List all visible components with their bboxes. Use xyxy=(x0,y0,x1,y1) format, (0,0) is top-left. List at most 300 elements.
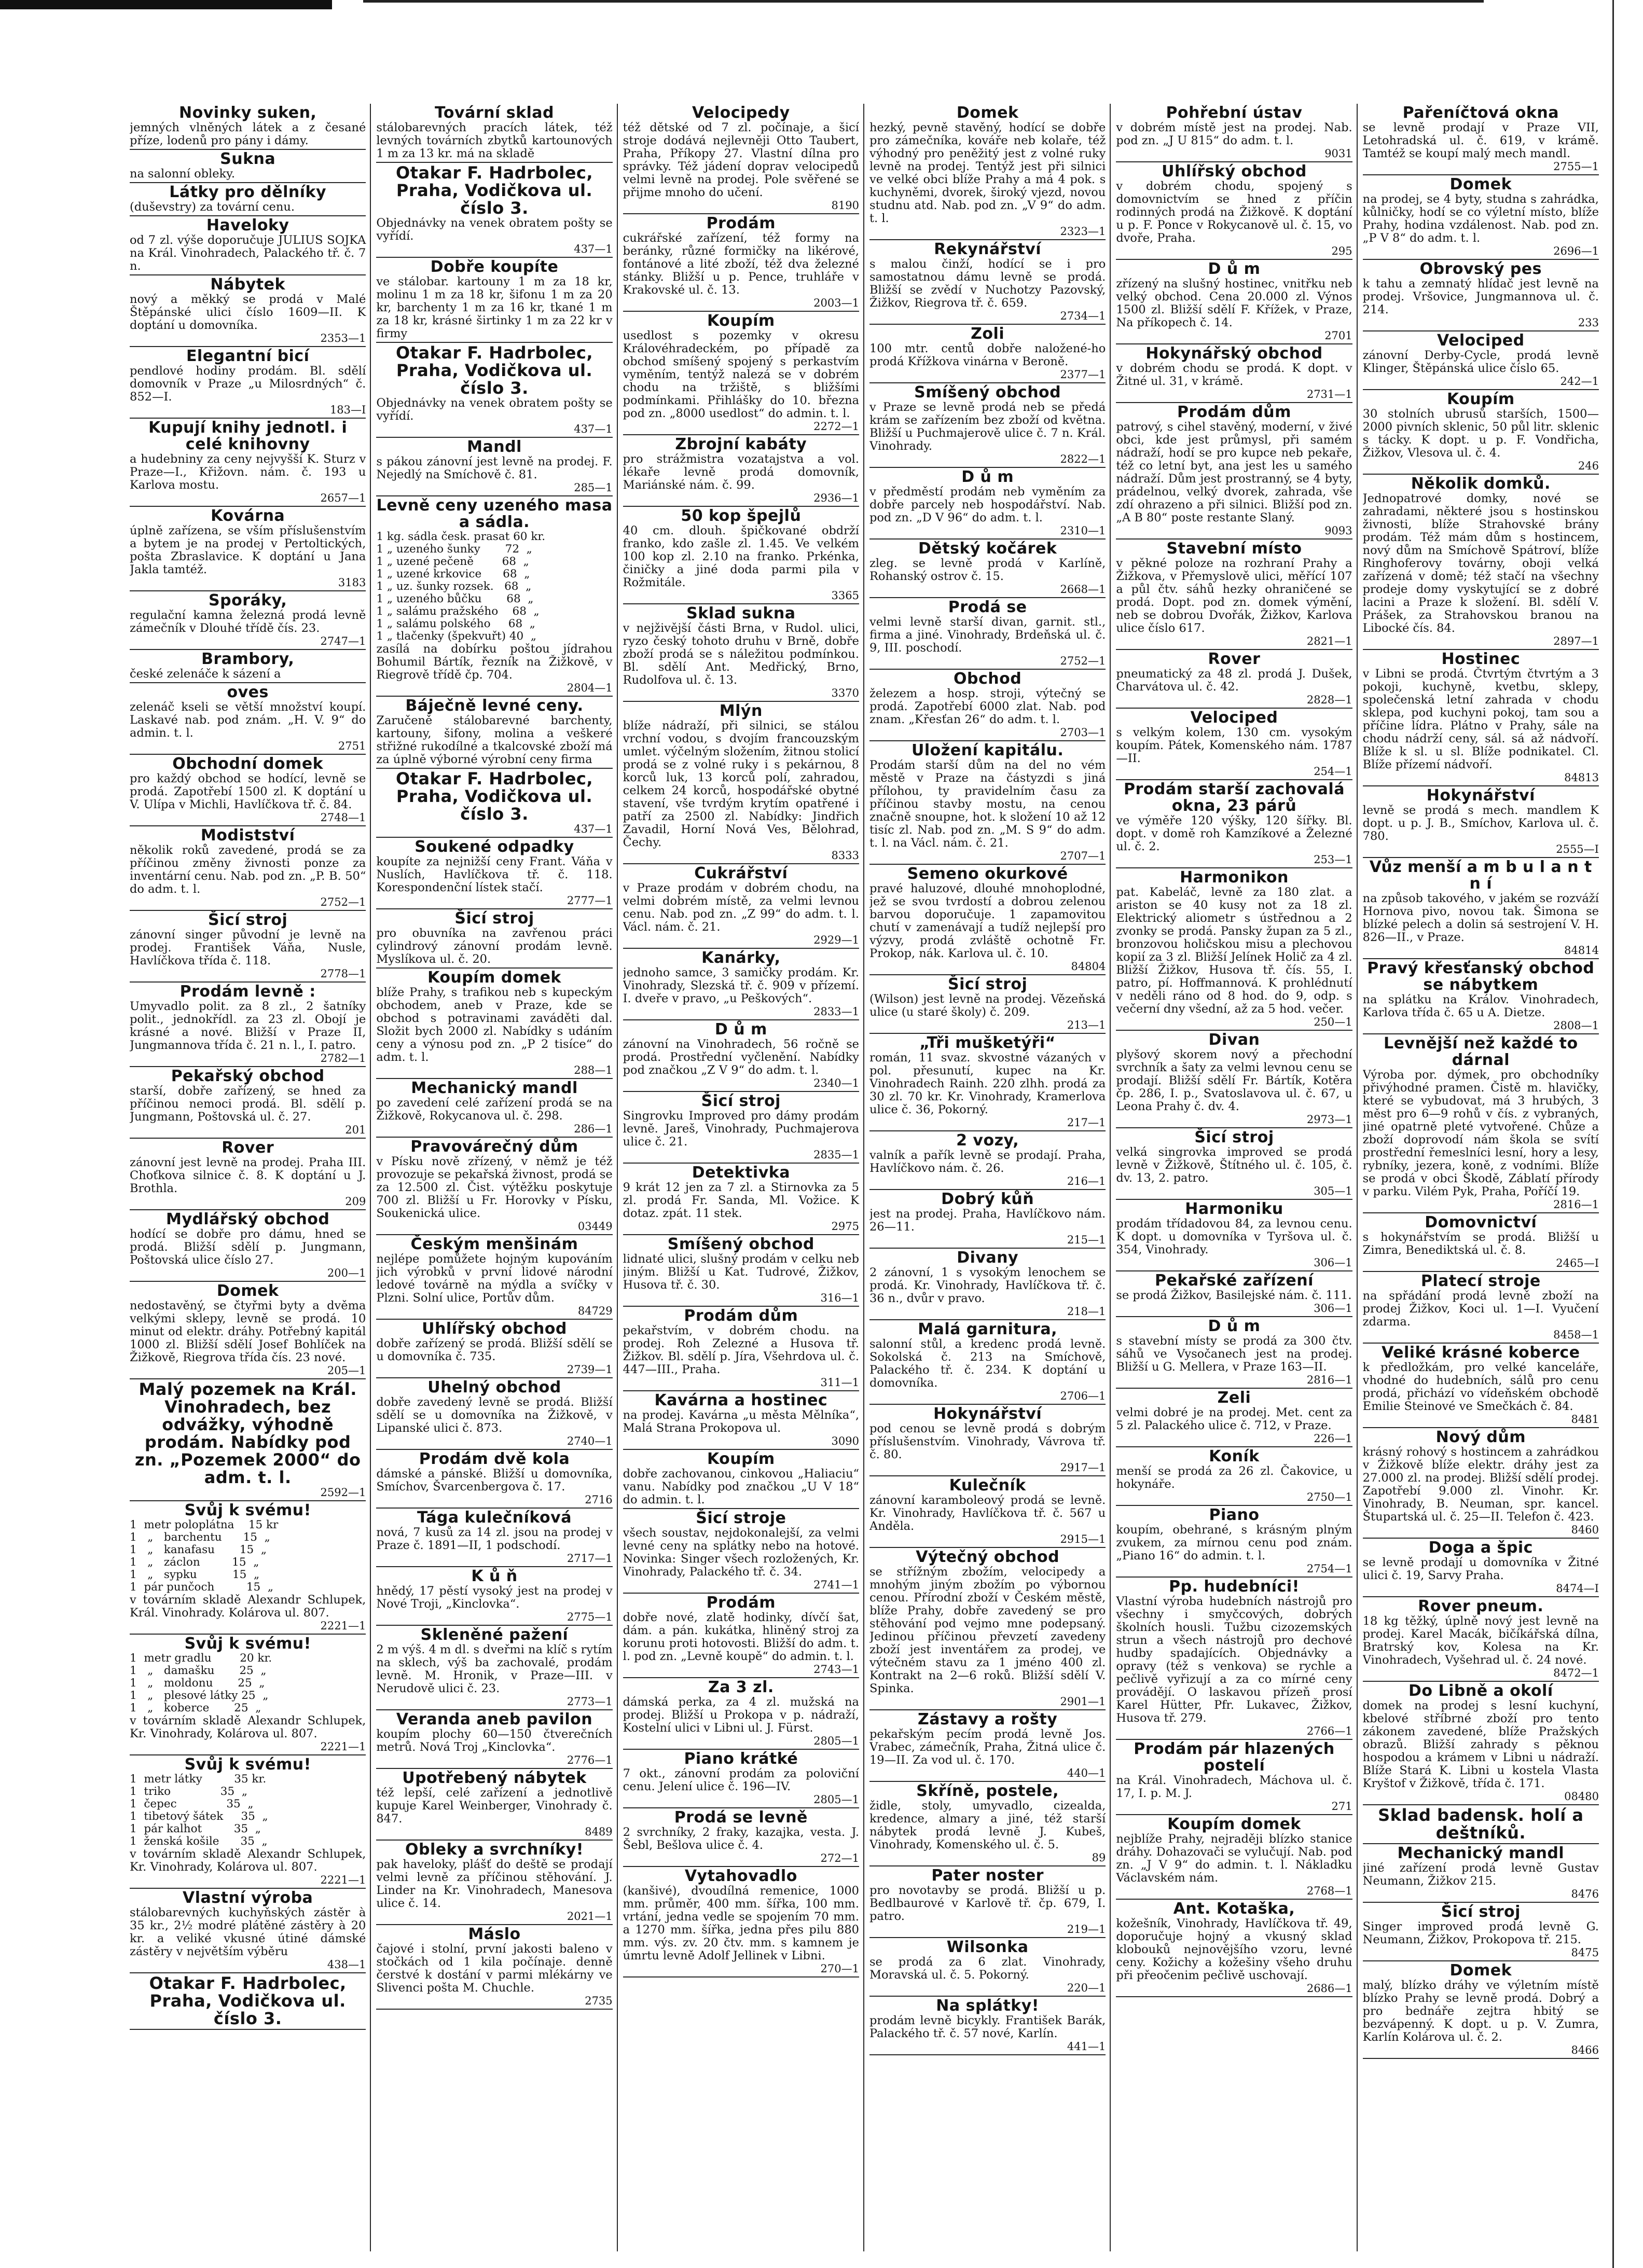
classified-ad xyxy=(869,325,1106,383)
ad-heading: Vytahovadlo xyxy=(684,1867,797,1885)
ad-body-text: v továrním skladě Alexandr Schlupek, Kr. Vinohrady, Kolárova ul. 807. xyxy=(130,1847,366,1874)
ad-body-text: malý, blízko dráhy ve výletním místě blízko Prahy se levně prodá. Dobrý a pro bednáře zejtra hbitý se bezvápenný. K dopt. u p. V. Zumra, Karlín Kolárova ul. č. 2. xyxy=(1362,1979,1599,2044)
classified-ad xyxy=(1363,260,1599,331)
classified-ad xyxy=(869,240,1106,325)
classified-ad xyxy=(1116,1900,1352,1997)
ad-heading: Veranda aneb pavilon xyxy=(396,1710,593,1728)
ad-heading: Elegantní bicí xyxy=(186,347,310,365)
classified-ad xyxy=(130,275,366,347)
ad-heading: D ů m xyxy=(961,468,1014,486)
classified-ad xyxy=(1116,1271,1352,1317)
classified-ad xyxy=(130,1755,366,1889)
ad-column-5 xyxy=(1116,104,1357,2251)
ad-reference-number: 233 xyxy=(1578,316,1599,329)
classified-ad xyxy=(376,343,612,438)
classified-ad xyxy=(130,1067,366,1139)
ad-reference-number: 254—1 xyxy=(1314,765,1352,778)
ad-heading: Uhelný obchod xyxy=(427,1378,561,1396)
ad-reference-number: 3365 xyxy=(831,589,859,602)
ad-reference-number: 213—1 xyxy=(1067,1019,1106,1031)
ad-body-text: v dobrém chodu, spojený s domovnictvím se hned z příčin rodinných prodá na Žižkově. K doptání u p. F. Ponce v Rokycanově ul. č. 15, vo dvoře, Praha. xyxy=(1116,179,1352,245)
classified-ad xyxy=(623,1867,859,1977)
ad-heading: Prodám xyxy=(706,214,776,232)
ad-heading: Pekařské zařízení xyxy=(1155,1271,1314,1290)
ad-heading: D ů m xyxy=(1208,260,1261,278)
ad-body-text: 7 okt., zánovní prodám za poloviční cenu. Jelení ulice č. 196—IV. xyxy=(623,1767,859,1793)
classified-ad xyxy=(376,1320,612,1378)
ad-reference-number: 2353—1 xyxy=(320,332,366,344)
ad-body-text: úplně zařízena, se vším příslušenstvím a bytem je na prodej v Pertoltických, pošta Zbraslavice. K doptání u Jana Jakla tamtéž. xyxy=(130,524,366,576)
ad-heading: Do Libně a okolí xyxy=(1409,1682,1553,1700)
ad-body-text: v továrním skladě Alexandr Schlupek, Král. Vinohrady. Kolárova ul. 807. xyxy=(130,1593,366,1620)
ad-reference-number: 2754—1 xyxy=(1306,1562,1352,1575)
classified-ad xyxy=(376,258,612,343)
classified-ad xyxy=(869,975,1106,1034)
classified-ad xyxy=(376,1769,612,1841)
classified-ad xyxy=(1116,162,1352,260)
classified-ad xyxy=(623,1808,859,1867)
ad-body-text: s velkým kolem, 130 cm. vysokým koupím. Pátek, Komenského nám. 1787—II. xyxy=(1116,726,1352,765)
ad-reference-number: 8190 xyxy=(831,199,859,212)
ad-heading: Dobře koupíte xyxy=(430,258,559,276)
ad-heading: Domek xyxy=(1449,175,1512,193)
ad-reference-number: 2465—I xyxy=(1556,1257,1599,1269)
ad-heading: Divany xyxy=(957,1249,1019,1267)
ad-body-text: jest na prodej. Praha, Havlíčkovo nám. 26—11. xyxy=(869,1207,1106,1234)
classified-ad xyxy=(376,104,612,163)
ad-column-2 xyxy=(376,104,617,2251)
classified-ad xyxy=(869,104,1106,240)
classified-ad xyxy=(130,104,366,150)
classified-ad xyxy=(130,1379,366,1501)
ad-reference-number: 8333 xyxy=(831,849,859,862)
ad-heading: Domovnictví xyxy=(1425,1213,1537,1232)
ad-reference-number: 2748—1 xyxy=(320,811,366,824)
ad-heading: Koupím xyxy=(707,1450,775,1468)
classified-ad xyxy=(1363,1213,1599,1272)
classified-ad xyxy=(376,1079,612,1138)
ad-heading: D ů m xyxy=(714,1020,767,1039)
ad-body-text: salonní stůl, a kredenc prodá levně. Sokolská č. 213 na Smíchově, Palackého tř. č. 234. K doptání u domovníka. xyxy=(869,1337,1106,1390)
ad-heading: Pekařský obchod xyxy=(171,1067,325,1085)
ad-reference-number: 2021—1 xyxy=(567,1910,613,1923)
ad-reference-number: 2975 xyxy=(831,1220,859,1233)
ad-body-text: pro obuvníka na zavřenou práci cylindrový zánovní prodám levně. Myslíkova ul. č. 20. xyxy=(376,926,613,966)
ad-body-text: v Praze se levně prodá neb se předá krám se zařízením bez zboží od května. Bližší u Puchmajerově ulice č. 7 n. Král. Vinohrady. xyxy=(869,400,1106,453)
classified-ad xyxy=(623,104,859,214)
classified-ad xyxy=(1116,1317,1352,1389)
classified-ad xyxy=(130,507,366,591)
ad-body-text: pak haveloky, plášť do deště se prodají velmi levně za příčinou stěhování. J. Linder na Kr. Vinohradech, Manesova ulice č. 14. xyxy=(376,1858,613,1910)
ad-body-text: 18 kg těžký, úplně nový jest levně na prodej. Karel Macák, bičíkářská dílna, Bratrský kov, Kolesa na Kr. Vinohradech, Vyšehrad ul. č. 24 nové. xyxy=(1362,1614,1599,1667)
ad-body-text: 30 stolních ubrusů starších, 1500—2000 pivních sklenic, 50 půl litr. sklenic s tácky. K dopt. u p. F. Vondřicha, Žižkov, Vlesova ul. č. 4. xyxy=(1362,407,1599,460)
ad-reference-number: 272—1 xyxy=(820,1852,859,1864)
classified-ad xyxy=(376,1378,612,1450)
ad-reference-number: 270—1 xyxy=(820,1962,859,1975)
ad-heading: Ant. Kotaška, xyxy=(1173,1900,1295,1918)
ad-reference-number: 8489 xyxy=(585,1826,613,1838)
ad-body-text: Prodám starší dům na del no vém městě v Praze na částyzdi s jiná přílohou, ty pravidelním času za příčinou stavby mostu, na cenou značně snoupne, hot. k složení 10 až 12 tisíc zl. Nab. pod zn. „M. S 9“ do adm. t. l. na Václ. nám. č. 21. xyxy=(869,758,1106,850)
ad-heading: Vůz menší a m b u l a n t n í xyxy=(1369,858,1592,893)
ad-heading: Prodám dům xyxy=(1177,403,1291,421)
ad-body-text: usedlost s pozemky v okresu Královéhradeckém, po případě za obchod smíšený spojený s perkastvím vyměním, tentýž nalezá se v dobrém chodu na tržiště, s bližšími podmínkami. Přihlášky do 10. března pod zn. „8000 usedlost“ do admin. t. l. xyxy=(623,329,859,420)
ad-reference-number: 2816—1 xyxy=(1553,1198,1599,1211)
ad-heading: Semeno okurkové xyxy=(907,865,1068,883)
ad-body-text: zelenáč kseli se větší množství koupí. Laskavé nab. pod znám. „H. V. 9“ do admin. t. l. xyxy=(130,700,366,740)
ad-reference-number: 219—1 xyxy=(1067,1923,1106,1935)
ad-column-4 xyxy=(869,104,1111,2251)
ad-heading: Pater noster xyxy=(931,1866,1044,1885)
classified-ad xyxy=(376,1567,612,1626)
ad-reference-number: 2915—1 xyxy=(1060,1533,1106,1545)
classified-ad xyxy=(376,909,612,969)
classified-ad xyxy=(1116,1815,1352,1900)
classified-ad xyxy=(869,865,1106,975)
ad-reference-number: 2808—1 xyxy=(1553,1019,1599,1032)
ad-heading: Hokynářský obchod xyxy=(1145,344,1323,363)
ad-heading: Pařeníčtová okna xyxy=(1402,104,1559,122)
ad-reference-number: 2340—1 xyxy=(813,1077,859,1089)
ad-reference-number: 9031 xyxy=(1324,147,1352,160)
ad-body-text: patrový, s cihel stavěný, moderní, v živé obci, kde jest průmysl, při samém nádraží, hodí se pro kupce neb pekaře, též co letní byt, ana jest les u samého nádraží. Dům jest prostranný, se 4 byty, prádelnou, velký dvorek, zahrada, vše zdí ohrazeno a při silnici. Bližší pod zn. „A B 80“ poste restante Slaný. xyxy=(1116,420,1352,524)
ad-heading: Velociped xyxy=(1190,709,1278,727)
ad-heading: Harmoniku xyxy=(1185,1200,1283,1218)
ad-body-text: menší se prodá za 26 zl. Čakovice, u hokynáře. xyxy=(1116,1464,1352,1491)
classified-ad xyxy=(130,1635,366,1755)
classified-ad xyxy=(623,1020,859,1092)
ad-reference-number: 2743—1 xyxy=(813,1663,859,1676)
ad-heading: Koupím xyxy=(707,312,775,330)
ad-body-text: zasílá na dobírku poštou jídrahou Bohumil Bártík, řezník na Žižkově, v Riegrově třídě čp. 704. xyxy=(376,642,613,682)
ad-heading: Otakar F. Hadrbolec, Praha, Vodičkova ul. číslo 3. xyxy=(395,163,593,218)
classified-ad xyxy=(869,1476,1106,1548)
ad-reference-number: 2775—1 xyxy=(567,1611,613,1623)
ad-heading: Kavárna a hostinec xyxy=(654,1391,828,1409)
ad-reference-number: 2221—1 xyxy=(320,1874,366,1886)
ad-heading: Brambory, xyxy=(201,650,295,668)
ad-heading: Sklad badensk. holí a deštníků. xyxy=(1378,1805,1584,1843)
top-thin-rule xyxy=(363,0,1484,3)
classified-ad xyxy=(1363,390,1599,475)
ad-heading: Koupím domek xyxy=(1167,1815,1301,1833)
ad-heading: Na splátky! xyxy=(936,1997,1039,2015)
ad-reference-number: 2221—1 xyxy=(320,1620,366,1632)
ad-heading: Wilsonka xyxy=(946,1938,1029,1956)
classified-ad xyxy=(1116,540,1352,650)
ad-body-text: Singer improved prodá levně G. Neumann, Žižkov, Prokopova tř. 215. xyxy=(1362,1920,1599,1946)
ad-body-text: velmi levně starší divan, garnit. stl., firma a jiné. Vinohrady, Brdeňská ul. č. 9, III. poschodí. xyxy=(869,615,1106,655)
ad-heading: Nábytek xyxy=(210,275,285,294)
ad-body-text: cukrářské zařízení, též formy na beránky, různé formičky na likérové, fontánové a lité zboží, též dva železné stánky. Bližší u p. Pence, truhláře v Krakovské ul. č. 13. xyxy=(623,231,859,297)
ad-body-text: v dobrém místě jest na prodej. Nab. pod zn. „J U 815“ do adm. t. l. xyxy=(1116,121,1352,147)
ad-reference-number: 437—1 xyxy=(574,823,613,835)
ad-reference-number: 2752—1 xyxy=(320,896,366,908)
ad-body-text: krásný rohový s hostincem a zahrádkou v Žižkově blíže elektr. dráhy jest za 27.000 zl. na prodej. Bližší sdělí prodej. Zapotřebí 9.000 zl. Vinohr. Kr. Vinohrady, B. Neuman, spr. kancel. Štupartská ul. č. 25—II. Telefon č. 423. xyxy=(1362,1445,1599,1524)
ad-heading: Prodám levně : xyxy=(180,983,316,1001)
classified-ad xyxy=(1116,104,1352,162)
ad-heading: Skleněné pažení xyxy=(420,1626,569,1644)
classified-ad xyxy=(376,438,612,496)
ad-body-text: Zaručeně stálobarevné barchenty, kartouny, šifony, molina a veškeré střižné rukodílné a tkalcovské zboží má za úplně výborné výrobní ceny firma xyxy=(376,714,613,766)
classified-ad xyxy=(1363,858,1599,959)
ad-heading: Několik domků. xyxy=(1411,475,1551,493)
classified-ad xyxy=(1116,1447,1352,1506)
ad-reference-number: 2821—1 xyxy=(1306,635,1352,647)
ad-body-text: starší, dobře zařízený, se hned za příčinou nemoci prodá. Bl. sdělí p. Jungmann, Poštovská ul. č. 27. xyxy=(130,1084,366,1124)
ad-heading: Mandl xyxy=(467,438,522,456)
ad-reference-number: 226—1 xyxy=(1314,1432,1352,1445)
ad-body-text: zřízený na slušný hostinec, vnitřku neb velký obchod. Cena 20.000 zl. Výnos 1500 zl. Bližší sdělí F. Křížek, v Praze, Na příkopech č. 14. xyxy=(1116,277,1352,329)
classified-ad xyxy=(376,1925,612,2010)
ad-reference-number: 311—1 xyxy=(820,1376,859,1389)
ad-body-text: (Wilson) jest levně na prodej. Vězeňská ulice (u staré školy) č. 209. xyxy=(869,992,1106,1019)
ad-reference-number: 2272—1 xyxy=(813,420,859,433)
ad-heading: Zeli xyxy=(1217,1389,1251,1407)
ad-heading: Obrovský pes xyxy=(1419,260,1542,278)
classified-ad xyxy=(869,540,1106,598)
ad-reference-number: 2555—I xyxy=(1556,843,1599,855)
classified-ad xyxy=(869,1997,1106,2055)
ad-body-text: s pákou zánovní jest levně na prodej. F. Nejedlý na Smíchově č. 81. xyxy=(376,455,613,481)
ad-heading: Rover pneum. xyxy=(1418,1597,1544,1615)
ad-heading: Prodám dvě kola xyxy=(419,1450,570,1468)
ad-heading: Obchodní domek xyxy=(172,755,324,773)
ad-body-text: dobře zavedený levně se prodá. Bližší sdělí se u domovníka na Žižkově, v Lipanské ulici č. 873. xyxy=(376,1395,613,1435)
classified-ad xyxy=(376,838,612,909)
ad-body-text: nový a měkký se prodá v Malé Štěpánské ulici číslo 1609—II. K doptání u domovníka. xyxy=(130,293,366,332)
ad-reference-number: 8481 xyxy=(1571,1413,1599,1426)
ad-reference-number: 2668—1 xyxy=(1060,583,1106,596)
ad-body-text: Umyvadlo polit. za 8 zl., 2 šatníky polit., jednokřídl. za 23 zl. Obojí je krásné a nové. Bližší v Praze II, Jungmannova třída č. 21 n. l., I. patro. xyxy=(130,1000,366,1052)
ad-reference-number: 2782—1 xyxy=(320,1052,366,1064)
ad-body-text: Objednávky na venek obratem pošty se vyřídí. xyxy=(376,216,613,243)
classified-ad xyxy=(1363,1034,1599,1213)
classified-ad xyxy=(376,163,612,258)
ad-reference-number: 215—1 xyxy=(1067,1234,1106,1246)
ad-body-text: pat. Kabeláč, levně za 180 zlat. a ariston se 40 kusy not za 18 zl. Elektrický aliometr s ústřednou a 2 zvonky se prodá. Pansky župan za 5 zl., bronzovou holičskou misu a plechovou kopií za 3 zl. Bližší Jelínek Holič za 4 zl. Bližší Žižkov, Husova tř. čís. 55, I. patro, pí. Hoffmannová. K prohlédnutí v neděli ráno od 8 hod. do 9, odp. s večerní dny všední, až za 5 hod. večer. xyxy=(1116,886,1352,1016)
ad-reference-number: 89 xyxy=(1092,1851,1106,1864)
ad-reference-number: 285—1 xyxy=(574,481,613,494)
ad-body-text: na prodej, se 4 byty, studna s zahrádka, kůlničky, hodí se co výletní místo, blíže Prahy, hodina vzdálenost. Nab. pod zn. „P V 8“ do adm. t. l. xyxy=(1362,192,1599,245)
ad-body-text: na salonní obleky. xyxy=(130,167,236,181)
ad-heading: 50 kop špejlů xyxy=(681,507,802,525)
ad-body-text: s malou činží, hodící se i pro samostatnou dámu levně se prodá. Bližší se zvědí v Nuchotzy Pazovský, Žižkov, Riegrova tř. č. 659. xyxy=(869,257,1106,310)
ad-reference-number: 306—1 xyxy=(1314,1302,1352,1315)
ad-heading: Prodám xyxy=(706,1594,776,1612)
classified-ad xyxy=(1363,175,1599,260)
ad-heading: Upotřebený nábytek xyxy=(402,1769,587,1787)
ad-heading: Levně ceny uzeného masa a sádla. xyxy=(376,496,613,531)
ad-reference-number: 2747—1 xyxy=(320,635,366,647)
ad-body-text: v dobrém chodu se prodá. K dopt. v Žitné ul. 31, v krámě. xyxy=(1116,362,1352,388)
ad-heading: Tága kulečníková xyxy=(417,1509,572,1527)
classified-ad xyxy=(623,604,859,702)
ad-body-text: plyšový skorem nový a přechodní svrchník a šaty za velmi levnou cenu se prodají. Bližší sdělí Fr. Bártík, Kotěra čp. 286, I. p., Svatoslavova ul. č. 67, u Leona Prahy č. dv. 4. xyxy=(1116,1048,1352,1113)
ad-body-text: jiné zařízení prodá levně Gustav Neumann, Žižkov 215. xyxy=(1362,1861,1599,1888)
ad-body-text: prodám třídadovou 84, za levnou cenu. K dopt. u domovníka v Tyršova ul. č. 354, Vinohrady. xyxy=(1116,1217,1352,1256)
classified-ad xyxy=(869,1938,1106,1997)
ad-heading: Kovárna xyxy=(211,507,285,525)
ad-body-text: zánovní Derby-Cycle, prodá levně Klinger, Štěpánská ulice číslo 65. xyxy=(1362,349,1599,375)
ad-body-text: dobře zařízený se prodá. Bližší sdělí se u domovníka č. 735. xyxy=(376,1337,613,1363)
classified-ad xyxy=(1116,868,1352,1031)
ad-body-text: od 7 zl. výše doporučuje JULIUS SOJKA na Král. Vinohradech, Palackého tř. č. 7 n. xyxy=(130,233,366,273)
ad-body-text: nejblíže Prahy, nejraději blízko stanice dráhy. Dohazovači se vylučují. Nab. pod zn. „J V 9“ do admin. t. l. Nákladku Václavském nám. xyxy=(1116,1832,1352,1885)
classified-ad xyxy=(869,1710,1106,1782)
ad-body-text: zánovní na Vinohradech, 56 ročně se prodá. Prostřední vyčlenění. Nabídky pod značkou „Z V 9“ do adm. t. l. xyxy=(623,1038,859,1077)
ad-body-text: román, 11 svaz. skvostné vázaných v pol. přesunutí, kupec na Kr. Vinohradech Rainh. 220 zlhh. prodá za 30 zl. 70 kr. Kr. Vinohrady, Kramerlova ulice č. 36, Pokorný. xyxy=(869,1051,1106,1116)
ad-reference-number: 2221—1 xyxy=(320,1740,366,1753)
ad-body-text: železem a hosp. stroji, výtečný se prodá. Zapotřebí 6000 zlat. Nab. pod znam. „Křesťan 26“ do adm. t. l. xyxy=(869,687,1106,726)
ad-reference-number: 2706—1 xyxy=(1060,1390,1106,1402)
ad-reference-number: 2696—1 xyxy=(1553,245,1599,257)
classified-ad xyxy=(130,1139,366,1210)
ad-heading: Kupují knihy jednotl. i celé knihovny xyxy=(148,419,348,453)
ad-reference-number: 288—1 xyxy=(574,1064,613,1076)
ad-reference-number: 253—1 xyxy=(1314,853,1352,866)
ad-body-text: na způsob takového, v jakém se rozváží Hornova pivo, novou tak. Šimona se blízké pelech a dolin sá sestrojení V. H. 826—II., v Praze. xyxy=(1362,892,1599,944)
ad-reference-number: 2740—1 xyxy=(567,1435,613,1447)
ad-reference-number: 306—1 xyxy=(1314,1256,1352,1269)
classified-ad xyxy=(869,598,1106,670)
ad-heading: Pp. hudebníci! xyxy=(1169,1578,1300,1596)
ad-heading: Stavební místo xyxy=(1166,540,1302,558)
ad-reference-number: 316—1 xyxy=(820,1292,859,1304)
ad-body-text: zánovní karamboleový prodá se levně. Kr. Vinohrady, Havlíčkova tř. č. 567 u Anděla. xyxy=(869,1493,1106,1533)
ad-body-text: kožešník, Vinohrady, Havlíčkova tř. 49, doporučuje hojný a vkusný sklad klobouků nejnovějšího vzoru, levné ceny. Kožichy a kožešiny všeho druhu při přeočenim pečlivě uschovají. xyxy=(1116,1917,1352,1982)
ad-reference-number: 2776—1 xyxy=(567,1754,613,1766)
ad-heading: Uhlířský obchod xyxy=(1162,162,1307,181)
ad-body-text: hnědý, 17 pěstí vysoký jest na prodej v Nové Troji, „Kinclovka“. xyxy=(376,1584,613,1611)
ad-heading: Dobrý kůň xyxy=(941,1190,1034,1208)
ad-reference-number: 2936—1 xyxy=(813,492,859,504)
ad-body-text: dámské a pánské. Bližší u domovníka, Smíchov, Švarcenbergova č. 17. xyxy=(376,1467,613,1493)
classified-ad xyxy=(376,969,612,1079)
ad-reference-number: 2377—1 xyxy=(1060,368,1106,381)
classified-ad xyxy=(623,312,859,435)
classified-ad xyxy=(130,1210,366,1282)
ad-heading: Uhlířský obchod xyxy=(422,1320,567,1338)
ad-body-text: a hudebniny za ceny nejvyšší K. Sturz v Praze—I., Křižovn. nám. č. 193 u Karlova mostu. xyxy=(130,452,366,492)
ad-body-text: zánovní singer původní je levně na prodej. František Váňa, Nusle, Havlíčkova třída č. 118. xyxy=(130,928,366,967)
ad-reference-number: 2822—1 xyxy=(1060,453,1106,465)
ad-reference-number: 2310—1 xyxy=(1060,524,1106,537)
ad-body-text: dobře nové, zlatě hodinky, dívčí šat, dám. a pán. kukátka, hliněný stroj za korunu proti hotovosti. Bližší do adm. t. l. pod zn. „Levně koupě“ do admin. t. l. xyxy=(623,1611,859,1663)
classified-ad xyxy=(130,826,366,911)
classified-ad xyxy=(1116,1740,1352,1815)
ad-price-list: 1 metr gradlu 20 kr. 1 „ damašku 25 „ 1 „ moldonu 25 „ 1 „ plesové látky 25 „ 1 „ koberce 25 „ xyxy=(130,1652,272,1714)
ad-body-text: (duševstry) za tovární cenu. xyxy=(130,200,295,214)
ad-heading: Soukené odpadky xyxy=(415,838,574,856)
ad-heading: Divan xyxy=(1208,1031,1260,1049)
ad-reference-number: 2828—1 xyxy=(1306,694,1352,706)
ad-body-text: s hokynářstvím se prodá. Bližší u Zimra, Benediktská ul. č. 8. xyxy=(1362,1230,1599,1257)
ad-heading: Látky pro dělníky xyxy=(169,183,327,201)
classified-ad xyxy=(130,347,366,419)
classified-ad xyxy=(1363,331,1599,390)
ad-body-text: blíže Prahy, s trafikou neb s kupeckým obchodem, aneb v Praze, kde se obchod s potravinami zaváděti dal. Složit bych 2000 zl. Nabídky s udáním ceny a výnosu pod zn. „P 2 tisíce“ do adm. t. l. xyxy=(376,986,613,1064)
ad-heading: Prodám dům xyxy=(684,1307,798,1325)
ad-body-text: všech soustav, nejdokonalejší, za velmi levné ceny na splátky nebo na hotové. Novinka: Singer všech rozložených, Kr. Vinohrady, Palackého tř. č. 34. xyxy=(623,1526,859,1579)
ad-heading: Mydlářský obchod xyxy=(166,1210,330,1228)
ad-heading: Obchod xyxy=(954,670,1022,688)
classified-ad xyxy=(1116,403,1352,540)
classified-ad xyxy=(869,1320,1106,1405)
ad-reference-number: 2751 xyxy=(338,740,366,752)
classified-ad xyxy=(130,150,366,183)
ad-reference-number: 2592—1 xyxy=(320,1486,366,1499)
classified-ad xyxy=(869,1782,1106,1866)
ad-heading: Mlýn xyxy=(719,702,763,720)
classified-ad xyxy=(130,983,366,1067)
ad-reference-number: 200—1 xyxy=(327,1267,366,1279)
classified-ad xyxy=(1363,1844,1599,1903)
ad-heading: Svůj k svému! xyxy=(184,1635,311,1653)
ad-body-text: blíže nádraží, při silnici, se stálou vrchní vodou, s dvojím francouzským umlet. výčelným složením, žitnou stolicí prodá se z volné ruky i s pekárnou, 8 korců luk, 13 korců polí, zahradou, celkem 24 korců, hospodářské obytné stavení, vše tvrdým krytím opatřené i patří za 2500 zl. Nabídky: Jindřich Zavadil, Horní Nová Ves, Bělohrad, Čechy. xyxy=(623,719,859,849)
ad-reference-number: 271 xyxy=(1331,1800,1352,1813)
ad-body-text: pneumatický za 48 zl. prodá J. Dušek, Charvátova ul. č. 42. xyxy=(1116,667,1352,694)
ad-heading: Šicí stroje xyxy=(696,1509,786,1527)
ad-body-text: 2 zánovní, 1 s vysokým lenochem se prodá. Kr. Vinohrady, Havlíčkova tř. č. 36 n., dvůr v pravo. xyxy=(869,1266,1106,1305)
classified-ad xyxy=(623,1678,859,1750)
ad-column-6 xyxy=(1363,104,1603,2251)
ad-reference-number: 2323—1 xyxy=(1060,225,1106,238)
ad-heading: Malá garnitura, xyxy=(918,1320,1058,1338)
ad-reference-number: 2703—1 xyxy=(1060,726,1106,739)
classified-ad xyxy=(869,1034,1106,1131)
ad-heading: Svůj k svému! xyxy=(184,1501,311,1519)
ad-heading: Svůj k svému! xyxy=(184,1755,311,1774)
ad-body-text: na prodej. Kavárna „u města Mělníka“, Malá Strana Prokopova ul. xyxy=(623,1408,859,1435)
ad-body-text: pro strážmistra vozatajstva a vol. lékaře levně prodá domovník, Mariánské nám. č. 99. xyxy=(623,452,859,492)
ad-heading: Levnější než každé to dárnal xyxy=(1384,1034,1578,1069)
classified-ad xyxy=(869,1249,1106,1320)
ad-heading: D ů m xyxy=(1208,1317,1261,1335)
ad-reference-number: 84729 xyxy=(577,1305,613,1317)
ad-heading: Sporáky, xyxy=(209,591,287,610)
ad-reference-number: 209 xyxy=(345,1195,366,1208)
ad-reference-number: 2657—1 xyxy=(320,492,366,504)
ad-reference-number: 2773—1 xyxy=(567,1695,613,1708)
ad-heading: Rover xyxy=(222,1139,274,1157)
classified-ad xyxy=(623,1750,859,1808)
ad-reference-number: 08480 xyxy=(1564,1790,1599,1803)
ad-reference-number: 437—1 xyxy=(574,243,613,255)
classified-ad xyxy=(1363,104,1599,175)
ad-heading: Rekynářství xyxy=(934,240,1042,258)
ad-reference-number: 8458—1 xyxy=(1553,1329,1599,1341)
ad-heading: Domek xyxy=(216,1282,279,1300)
classified-ad xyxy=(623,702,859,864)
classified-ad xyxy=(1116,1506,1352,1578)
ad-heading: Platecí stroje xyxy=(1420,1272,1541,1290)
classified-ad xyxy=(130,650,366,683)
ad-reference-number: 440—1 xyxy=(1067,1767,1106,1779)
classified-ad xyxy=(1363,1961,1599,2059)
ad-body-text: k tahu a zemnatý hlídač jest levně na prodej. Vršovice, Jungmannova ul. č. 214. xyxy=(1362,277,1599,316)
ad-reference-number: 8460 xyxy=(1571,1524,1599,1536)
ad-body-text: valník a pařík levně se prodají. Praha, Havlíčkovo nám. č. 26. xyxy=(869,1149,1106,1175)
ad-heading: Harmonikon xyxy=(1180,868,1289,887)
classified-ad xyxy=(376,697,612,769)
ad-heading: Šicí stroj xyxy=(701,1092,781,1110)
ad-heading: Dětský kočárek xyxy=(918,540,1057,558)
ad-heading: Otakar F. Hadrbolec, Praha, Vodičkova ul. číslo 3. xyxy=(149,1973,347,2028)
ad-heading: Báječně levné ceny. xyxy=(405,697,584,715)
ad-reference-number: 2731—1 xyxy=(1306,388,1352,400)
right-page-rule xyxy=(1612,0,1614,2268)
ad-body-text: stálobarevných pracích látek, též levných továrních zbytků kartounových 1 m za 13 kr. má na skladě xyxy=(376,121,613,160)
